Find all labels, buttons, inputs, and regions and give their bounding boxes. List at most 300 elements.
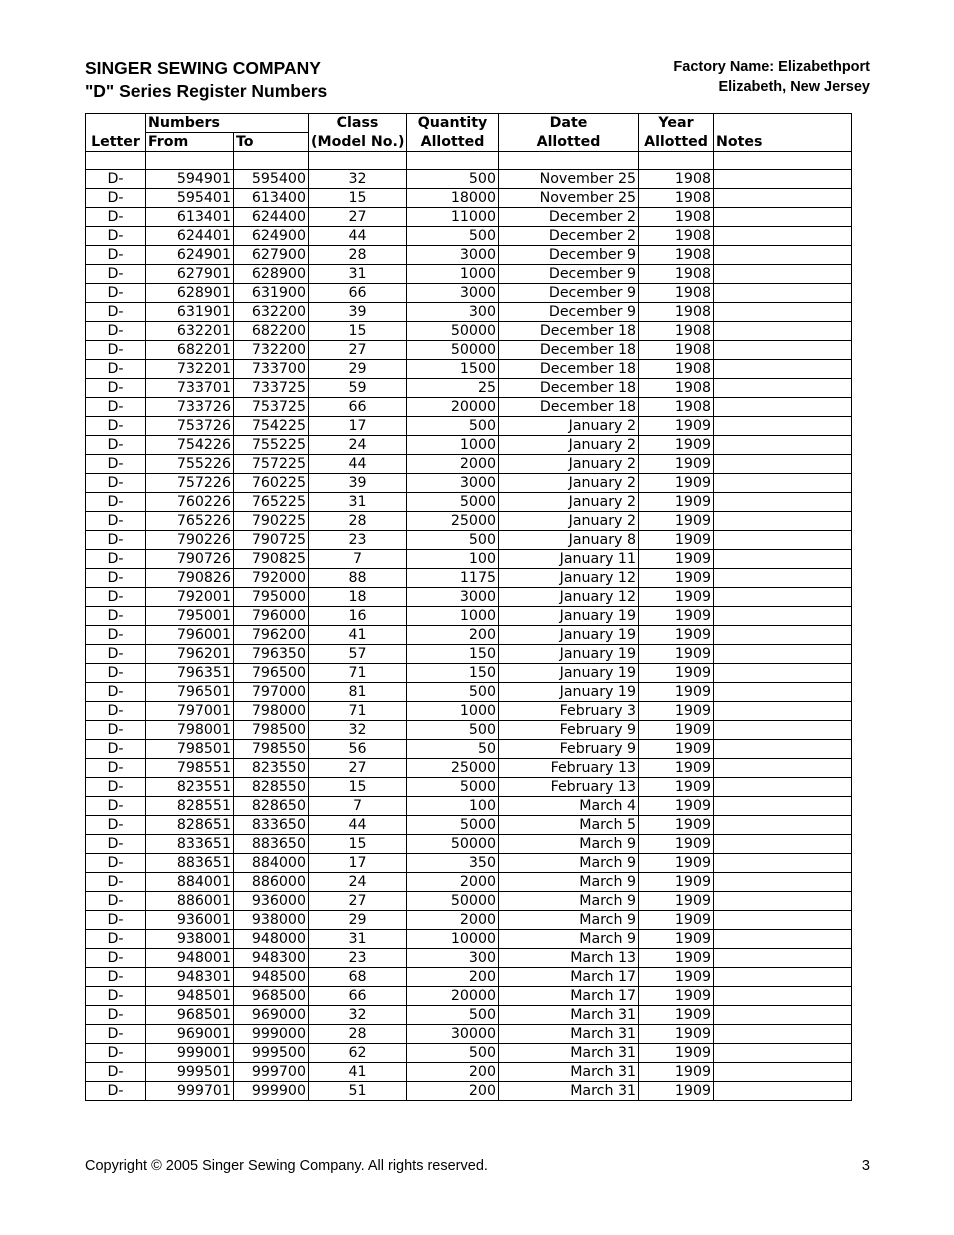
letter-cell: D- xyxy=(86,531,146,550)
header-empty xyxy=(86,114,146,133)
company-name: SINGER SEWING COMPANY xyxy=(85,58,321,78)
letter-cell: D- xyxy=(86,322,146,341)
date-cell: February 13 xyxy=(499,759,639,778)
quantity-cell: 1500 xyxy=(407,360,499,379)
notes-cell xyxy=(714,284,852,303)
from-cell: 796201 xyxy=(146,645,234,664)
quantity-cell: 5000 xyxy=(407,493,499,512)
from-cell: 632201 xyxy=(146,322,234,341)
notes-cell xyxy=(714,569,852,588)
table-row xyxy=(86,778,852,797)
table-row xyxy=(86,341,852,360)
date-cell: March 9 xyxy=(499,911,639,930)
class-cell: 31 xyxy=(309,493,407,512)
blank-cell xyxy=(499,152,639,170)
table-row xyxy=(86,1044,852,1063)
table-row xyxy=(86,531,852,550)
from-cell: 883651 xyxy=(146,854,234,873)
year-cell: 1909 xyxy=(639,1063,714,1082)
table-row xyxy=(86,189,852,208)
to-cell: 796500 xyxy=(234,664,309,683)
year-cell: 1908 xyxy=(639,189,714,208)
letter-cell: D- xyxy=(86,683,146,702)
quantity-cell: 500 xyxy=(407,227,499,246)
from-cell: 797001 xyxy=(146,702,234,721)
to-cell: 790225 xyxy=(234,512,309,531)
from-cell: 798551 xyxy=(146,759,234,778)
letter-cell: D- xyxy=(86,227,146,246)
from-cell: 760226 xyxy=(146,493,234,512)
year-cell: 1909 xyxy=(639,512,714,531)
notes-cell xyxy=(714,1006,852,1025)
quantity-cell: 1000 xyxy=(407,702,499,721)
to-cell: 733700 xyxy=(234,360,309,379)
from-cell: 796351 xyxy=(146,664,234,683)
quantity-cell: 500 xyxy=(407,1006,499,1025)
to-cell: 792000 xyxy=(234,569,309,588)
table-row xyxy=(86,759,852,778)
table-row xyxy=(86,474,852,493)
notes-cell xyxy=(714,816,852,835)
date-cell: March 31 xyxy=(499,1082,639,1101)
table-row xyxy=(86,949,852,968)
to-cell: 833650 xyxy=(234,816,309,835)
date-cell: November 25 xyxy=(499,170,639,189)
from-cell: 627901 xyxy=(146,265,234,284)
from-cell: 733726 xyxy=(146,398,234,417)
notes-cell xyxy=(714,1044,852,1063)
quantity-cell: 50000 xyxy=(407,341,499,360)
to-cell: 948500 xyxy=(234,968,309,987)
date-cell: March 4 xyxy=(499,797,639,816)
year-cell: 1908 xyxy=(639,341,714,360)
table-row xyxy=(86,797,852,816)
notes-cell xyxy=(714,911,852,930)
table-row xyxy=(86,455,852,474)
table-row xyxy=(86,1082,852,1101)
to-cell: 999500 xyxy=(234,1044,309,1063)
date-cell: January 19 xyxy=(499,626,639,645)
to-cell: 760225 xyxy=(234,474,309,493)
date-cell: January 2 xyxy=(499,512,639,531)
quantity-cell: 500 xyxy=(407,531,499,550)
date-cell: December 2 xyxy=(499,227,639,246)
quantity-cell: 5000 xyxy=(407,816,499,835)
header-notes: Notes xyxy=(714,133,852,152)
letter-cell: D- xyxy=(86,417,146,436)
class-cell: 32 xyxy=(309,721,407,740)
letter-cell: D- xyxy=(86,854,146,873)
from-cell: 733701 xyxy=(146,379,234,398)
year-cell: 1909 xyxy=(639,474,714,493)
factory-block xyxy=(673,57,870,97)
notes-cell xyxy=(714,227,852,246)
year-cell: 1909 xyxy=(639,816,714,835)
quantity-cell: 3000 xyxy=(407,284,499,303)
letter-cell: D- xyxy=(86,379,146,398)
year-cell: 1909 xyxy=(639,569,714,588)
quantity-cell: 350 xyxy=(407,854,499,873)
letter-cell: D- xyxy=(86,930,146,949)
date-cell: March 9 xyxy=(499,854,639,873)
from-cell: 828651 xyxy=(146,816,234,835)
quantity-cell: 2000 xyxy=(407,911,499,930)
letter-cell: D- xyxy=(86,949,146,968)
from-cell: 624901 xyxy=(146,246,234,265)
quantity-cell: 200 xyxy=(407,1082,499,1101)
letter-cell: D- xyxy=(86,816,146,835)
notes-cell xyxy=(714,588,852,607)
letter-cell: D- xyxy=(86,208,146,227)
class-cell: 15 xyxy=(309,778,407,797)
header-year: Year xyxy=(639,114,714,133)
date-cell: January 19 xyxy=(499,645,639,664)
quantity-cell: 200 xyxy=(407,626,499,645)
class-cell: 41 xyxy=(309,626,407,645)
year-cell: 1908 xyxy=(639,208,714,227)
quantity-cell: 300 xyxy=(407,949,499,968)
class-cell: 27 xyxy=(309,341,407,360)
class-cell: 28 xyxy=(309,1025,407,1044)
letter-cell: D- xyxy=(86,170,146,189)
header-from: From xyxy=(146,133,234,152)
table-row xyxy=(86,512,852,531)
class-cell: 57 xyxy=(309,645,407,664)
to-cell: 938000 xyxy=(234,911,309,930)
letter-cell: D- xyxy=(86,360,146,379)
letter-cell: D- xyxy=(86,873,146,892)
to-cell: 999900 xyxy=(234,1082,309,1101)
header-class: Class xyxy=(309,114,407,133)
letter-cell: D- xyxy=(86,1063,146,1082)
date-cell: January 12 xyxy=(499,588,639,607)
class-cell: 66 xyxy=(309,284,407,303)
header-to: To xyxy=(234,133,309,152)
from-cell: 968501 xyxy=(146,1006,234,1025)
table-row xyxy=(86,626,852,645)
year-cell: 1909 xyxy=(639,835,714,854)
to-cell: 969000 xyxy=(234,1006,309,1025)
date-cell: March 9 xyxy=(499,835,639,854)
quantity-cell: 3000 xyxy=(407,588,499,607)
notes-cell xyxy=(714,854,852,873)
class-cell: 32 xyxy=(309,1006,407,1025)
notes-cell xyxy=(714,398,852,417)
to-cell: 627900 xyxy=(234,246,309,265)
date-cell: November 25 xyxy=(499,189,639,208)
class-cell: 15 xyxy=(309,322,407,341)
to-cell: 795000 xyxy=(234,588,309,607)
date-cell: January 2 xyxy=(499,493,639,512)
class-cell: 15 xyxy=(309,835,407,854)
notes-cell xyxy=(714,835,852,854)
notes-cell xyxy=(714,531,852,550)
from-cell: 790226 xyxy=(146,531,234,550)
notes-cell xyxy=(714,1025,852,1044)
notes-cell xyxy=(714,968,852,987)
notes-cell xyxy=(714,873,852,892)
notes-cell xyxy=(714,759,852,778)
blank-cell xyxy=(309,152,407,170)
date-cell: March 31 xyxy=(499,1006,639,1025)
table-row xyxy=(86,854,852,873)
date-cell: March 13 xyxy=(499,949,639,968)
table-row xyxy=(86,246,852,265)
notes-cell xyxy=(714,455,852,474)
class-cell: 28 xyxy=(309,512,407,531)
from-cell: 796001 xyxy=(146,626,234,645)
notes-cell xyxy=(714,683,852,702)
class-cell: 39 xyxy=(309,474,407,493)
date-cell: March 17 xyxy=(499,968,639,987)
quantity-cell: 300 xyxy=(407,303,499,322)
quantity-cell: 1000 xyxy=(407,607,499,626)
notes-cell xyxy=(714,208,852,227)
letter-cell: D- xyxy=(86,246,146,265)
from-cell: 682201 xyxy=(146,341,234,360)
from-cell: 936001 xyxy=(146,911,234,930)
class-cell: 31 xyxy=(309,265,407,284)
year-cell: 1909 xyxy=(639,949,714,968)
letter-cell: D- xyxy=(86,721,146,740)
to-cell: 883650 xyxy=(234,835,309,854)
class-cell: 31 xyxy=(309,930,407,949)
letter-cell: D- xyxy=(86,778,146,797)
table-row xyxy=(86,398,852,417)
date-cell: March 5 xyxy=(499,816,639,835)
quantity-cell: 100 xyxy=(407,797,499,816)
letter-cell: D- xyxy=(86,1025,146,1044)
year-cell: 1908 xyxy=(639,170,714,189)
factory-location: Elizabeth, New Jersey xyxy=(718,79,870,95)
table-row xyxy=(86,360,852,379)
date-cell: December 2 xyxy=(499,208,639,227)
year-cell: 1909 xyxy=(639,645,714,664)
year-cell: 1909 xyxy=(639,626,714,645)
date-cell: December 9 xyxy=(499,303,639,322)
to-cell: 733725 xyxy=(234,379,309,398)
blank-cell xyxy=(234,152,309,170)
from-cell: 969001 xyxy=(146,1025,234,1044)
to-cell: 823550 xyxy=(234,759,309,778)
date-cell: December 18 xyxy=(499,341,639,360)
date-cell: February 9 xyxy=(499,740,639,759)
year-cell: 1908 xyxy=(639,227,714,246)
notes-cell xyxy=(714,303,852,322)
letter-cell: D- xyxy=(86,569,146,588)
to-cell: 828550 xyxy=(234,778,309,797)
class-cell: 44 xyxy=(309,227,407,246)
to-cell: 798550 xyxy=(234,740,309,759)
date-cell: January 8 xyxy=(499,531,639,550)
notes-cell xyxy=(714,189,852,208)
to-cell: 999000 xyxy=(234,1025,309,1044)
class-cell: 27 xyxy=(309,759,407,778)
from-cell: 828551 xyxy=(146,797,234,816)
notes-cell xyxy=(714,170,852,189)
notes-cell xyxy=(714,379,852,398)
from-cell: 613401 xyxy=(146,208,234,227)
quantity-cell: 50000 xyxy=(407,835,499,854)
quantity-cell: 50000 xyxy=(407,322,499,341)
factory-name: Factory Name: Elizabethport xyxy=(673,59,870,75)
class-cell: 44 xyxy=(309,455,407,474)
table-row xyxy=(86,284,852,303)
year-cell: 1909 xyxy=(639,417,714,436)
header-row-2 xyxy=(86,133,852,152)
year-cell: 1909 xyxy=(639,1025,714,1044)
letter-cell: D- xyxy=(86,987,146,1006)
letter-cell: D- xyxy=(86,626,146,645)
year-cell: 1909 xyxy=(639,1082,714,1101)
year-cell: 1908 xyxy=(639,265,714,284)
quantity-cell: 50000 xyxy=(407,892,499,911)
date-cell: December 18 xyxy=(499,398,639,417)
year-cell: 1908 xyxy=(639,379,714,398)
from-cell: 884001 xyxy=(146,873,234,892)
year-cell: 1909 xyxy=(639,892,714,911)
class-cell: 51 xyxy=(309,1082,407,1101)
notes-cell xyxy=(714,550,852,569)
notes-cell xyxy=(714,797,852,816)
letter-cell: D- xyxy=(86,265,146,284)
table-row xyxy=(86,569,852,588)
from-cell: 594901 xyxy=(146,170,234,189)
year-cell: 1909 xyxy=(639,436,714,455)
date-cell: March 17 xyxy=(499,987,639,1006)
notes-cell xyxy=(714,607,852,626)
letter-cell: D- xyxy=(86,436,146,455)
year-cell: 1909 xyxy=(639,588,714,607)
year-cell: 1909 xyxy=(639,1044,714,1063)
from-cell: 631901 xyxy=(146,303,234,322)
from-cell: 753726 xyxy=(146,417,234,436)
notes-cell xyxy=(714,341,852,360)
year-cell: 1908 xyxy=(639,246,714,265)
quantity-cell: 500 xyxy=(407,721,499,740)
to-cell: 798000 xyxy=(234,702,309,721)
from-cell: 948001 xyxy=(146,949,234,968)
from-cell: 999501 xyxy=(146,1063,234,1082)
table-row xyxy=(86,1063,852,1082)
to-cell: 790825 xyxy=(234,550,309,569)
letter-cell: D- xyxy=(86,512,146,531)
copyright-notice: Copyright © 2005 Singer Sewing Company. All rights reserved. xyxy=(85,1158,488,1174)
letter-cell: D- xyxy=(86,645,146,664)
date-cell: January 2 xyxy=(499,474,639,493)
quantity-cell: 50 xyxy=(407,740,499,759)
notes-cell xyxy=(714,626,852,645)
table-row xyxy=(86,968,852,987)
quantity-cell: 1000 xyxy=(407,436,499,455)
quantity-cell: 3000 xyxy=(407,246,499,265)
class-cell: 56 xyxy=(309,740,407,759)
date-cell: January 2 xyxy=(499,436,639,455)
year-cell: 1909 xyxy=(639,550,714,569)
date-cell: March 31 xyxy=(499,1025,639,1044)
from-cell: 757226 xyxy=(146,474,234,493)
blank-cell xyxy=(407,152,499,170)
year-cell: 1909 xyxy=(639,455,714,474)
to-cell: 682200 xyxy=(234,322,309,341)
year-cell: 1909 xyxy=(639,683,714,702)
from-cell: 948501 xyxy=(146,987,234,1006)
table-row xyxy=(86,930,852,949)
year-cell: 1909 xyxy=(639,664,714,683)
table-row xyxy=(86,1006,852,1025)
table-row xyxy=(86,303,852,322)
year-cell: 1909 xyxy=(639,493,714,512)
from-cell: 792001 xyxy=(146,588,234,607)
to-cell: 886000 xyxy=(234,873,309,892)
notes-cell xyxy=(714,949,852,968)
to-cell: 628900 xyxy=(234,265,309,284)
class-cell: 18 xyxy=(309,588,407,607)
notes-cell xyxy=(714,1082,852,1101)
from-cell: 732201 xyxy=(146,360,234,379)
to-cell: 755225 xyxy=(234,436,309,455)
quantity-cell: 500 xyxy=(407,683,499,702)
from-cell: 790826 xyxy=(146,569,234,588)
letter-cell: D- xyxy=(86,702,146,721)
from-cell: 765226 xyxy=(146,512,234,531)
quantity-cell: 20000 xyxy=(407,398,499,417)
class-cell: 71 xyxy=(309,702,407,721)
year-cell: 1908 xyxy=(639,303,714,322)
from-cell: 790726 xyxy=(146,550,234,569)
letter-cell: D- xyxy=(86,189,146,208)
header-quantity: Quantity xyxy=(407,114,499,133)
date-cell: March 9 xyxy=(499,873,639,892)
quantity-cell: 25 xyxy=(407,379,499,398)
class-cell: 29 xyxy=(309,911,407,930)
date-cell: January 19 xyxy=(499,664,639,683)
table-row xyxy=(86,987,852,1006)
notes-cell xyxy=(714,702,852,721)
year-cell: 1908 xyxy=(639,284,714,303)
blank-cell xyxy=(146,152,234,170)
date-cell: March 9 xyxy=(499,930,639,949)
from-cell: 755226 xyxy=(146,455,234,474)
notes-cell xyxy=(714,474,852,493)
letter-cell: D- xyxy=(86,1044,146,1063)
letter-cell: D- xyxy=(86,284,146,303)
notes-cell xyxy=(714,1063,852,1082)
class-cell: 68 xyxy=(309,968,407,987)
table-row xyxy=(86,322,852,341)
notes-cell xyxy=(714,664,852,683)
blank-cell xyxy=(86,152,146,170)
year-cell: 1909 xyxy=(639,721,714,740)
table-row xyxy=(86,911,852,930)
to-cell: 948000 xyxy=(234,930,309,949)
class-cell: 16 xyxy=(309,607,407,626)
date-cell: March 31 xyxy=(499,1044,639,1063)
quantity-cell: 5000 xyxy=(407,778,499,797)
year-cell: 1909 xyxy=(639,778,714,797)
table-row xyxy=(86,588,852,607)
letter-cell: D- xyxy=(86,797,146,816)
table-row xyxy=(86,683,852,702)
letter-cell: D- xyxy=(86,759,146,778)
quantity-cell: 25000 xyxy=(407,512,499,531)
year-cell: 1909 xyxy=(639,702,714,721)
table-row xyxy=(86,379,852,398)
header-date-allotted: Allotted xyxy=(499,133,639,152)
table-row xyxy=(86,436,852,455)
to-cell: 936000 xyxy=(234,892,309,911)
quantity-cell: 1000 xyxy=(407,265,499,284)
